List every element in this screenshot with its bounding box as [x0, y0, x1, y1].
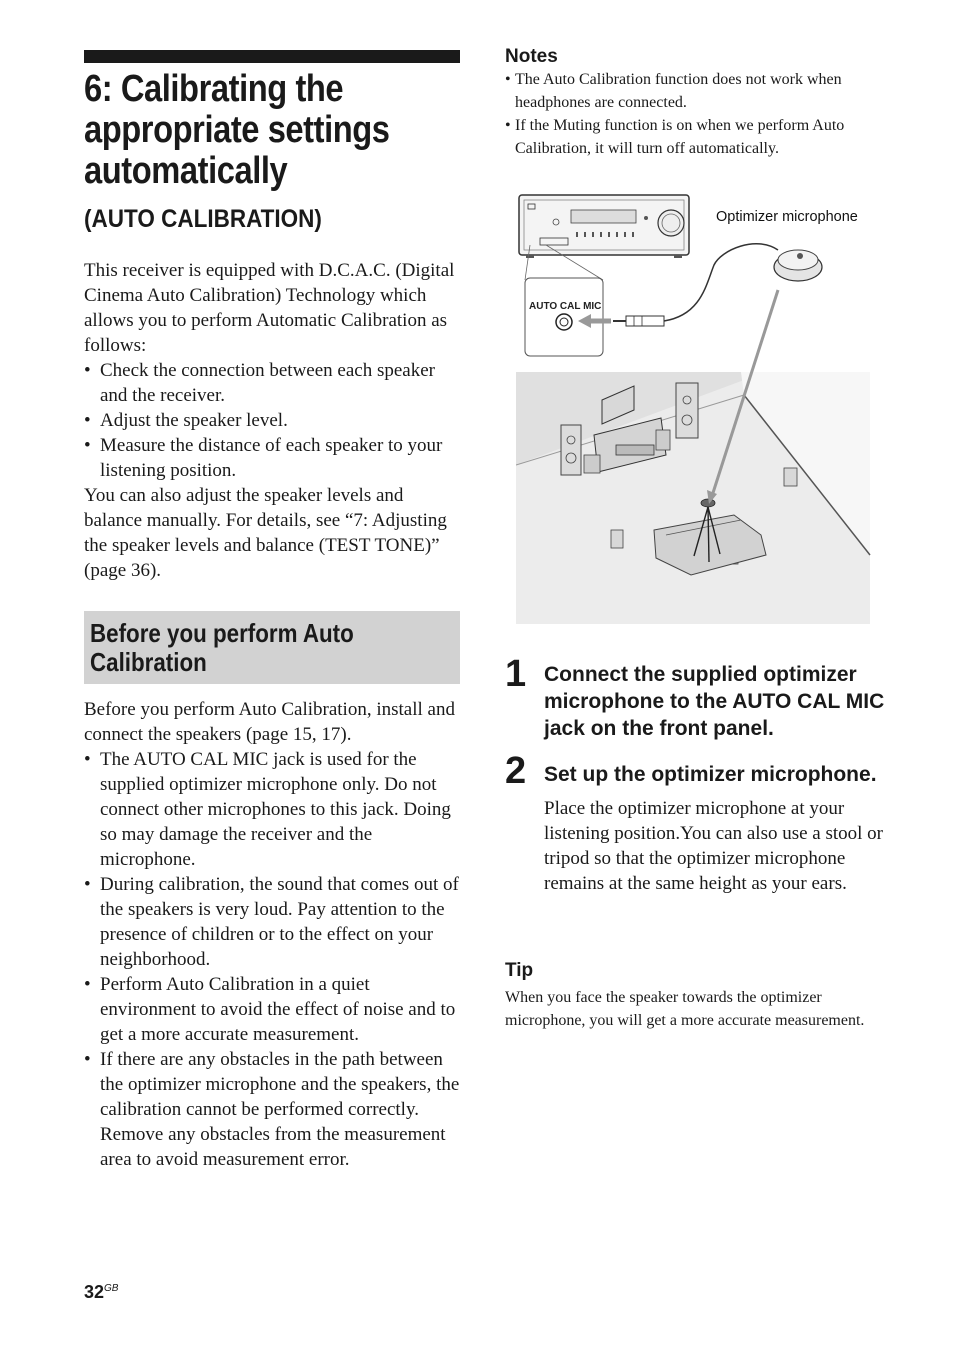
- notes-section: [505, 46, 885, 160]
- speaker-icon: [561, 425, 581, 475]
- before-bullet-list: [84, 747, 460, 1172]
- tip-section: [505, 960, 885, 1032]
- notes-list: [505, 68, 885, 160]
- step-title: Set up the optimizer microphone.: [544, 763, 877, 786]
- page-suffix: GB: [104, 1283, 119, 1294]
- list-item: • Measure the distance of each speaker to your listening position.: [84, 433, 460, 483]
- before-paragraph: Before you perform Auto Calibration, install and connect the speakers (page 15, 17).: [84, 699, 455, 745]
- jack-label: AUTO CAL MIC: [529, 301, 602, 312]
- step-2: [505, 752, 885, 896]
- list-item: • During calibration, the sound that comes out of the speakers is very loud. Pay attention to the presence of children or to the effect on your neighborhood.: [84, 872, 460, 972]
- title-rule: [84, 50, 460, 63]
- list-item: • If the Muting function is on when we perform Auto Calibration, it will turn off automatically.: [505, 114, 885, 160]
- list-item: • Perform Auto Calibration in a quiet environment to avoid the effect of noise and to get a more accurate measurement.: [84, 972, 460, 1047]
- page-title-text: 6: Calibrating the appropriate settings automatically: [84, 68, 390, 192]
- optimizer-microphone-icon: [774, 250, 822, 281]
- page-number-value: 32: [84, 1282, 105, 1302]
- calibration-illustration: [516, 190, 876, 624]
- page-title: [84, 69, 462, 192]
- speaker-icon: [784, 468, 797, 486]
- manual-adjust-paragraph: You can also adjust the speaker levels and balance manually. For details, see “7: Adjusting the speaker levels and balance (TEST TONE)” (page 36).: [84, 485, 447, 581]
- step-number: 2: [505, 750, 527, 792]
- receiver-icon: [519, 195, 689, 258]
- intro-paragraph: This receiver is equipped with D.C.A.C. (Digital Cinema Auto Calibration) Technology which allows you to perform Automatic Calibration as follows:: [84, 260, 455, 356]
- step-number: 1: [505, 653, 527, 695]
- list-item: • The AUTO CAL MIC jack is used for the supplied optimizer microphone only. Do not connect other microphones to this jack. Doing so may damage the receiver and the microphone.: [84, 747, 460, 872]
- page-subtitle: (AUTO CALIBRATION): [84, 205, 322, 233]
- step-1: [505, 655, 885, 742]
- tip-text: When you face the speaker towards the optimizer microphone, you will get a more accurate measurement.: [505, 989, 865, 1029]
- mic-jack-icon: [556, 314, 572, 330]
- jack-callout: [525, 278, 603, 356]
- list-item: • Check the connection between each speaker and the receiver.: [84, 358, 460, 408]
- section-header-box: [84, 611, 460, 684]
- section-title: Before you perform Auto Calibration: [90, 618, 354, 677]
- list-item: • Adjust the speaker level.: [84, 408, 460, 433]
- step-title: Connect the supplied optimizer microphone to the AUTO CAL MIC jack on the front panel.: [544, 663, 885, 740]
- mic-label: Optimizer microphone: [716, 209, 858, 225]
- mic-plug-icon: [613, 316, 664, 326]
- illustration-svg: [516, 190, 876, 624]
- page-number: [84, 1282, 118, 1303]
- left-column: [84, 50, 460, 1172]
- intro-bullet-list: [84, 358, 460, 483]
- notes-heading: Notes: [505, 46, 558, 67]
- tip-heading: Tip: [505, 960, 534, 981]
- list-item: • If there are any obstacles in the path between the optimizer microphone and the speakers, the calibration cannot be performed correctly. Remove any obstacles from the measurement area to avoid measurement error.: [84, 1047, 460, 1172]
- speaker-icon: [611, 530, 623, 548]
- speaker-icon: [676, 383, 698, 438]
- list-item: • The Auto Calibration function does not work when headphones are connected.: [505, 68, 885, 114]
- step-body: Place the optimizer microphone at your listening position.You can also use a stool or tripod so that the optimizer microphone remains at the same height as your ears.: [544, 798, 884, 894]
